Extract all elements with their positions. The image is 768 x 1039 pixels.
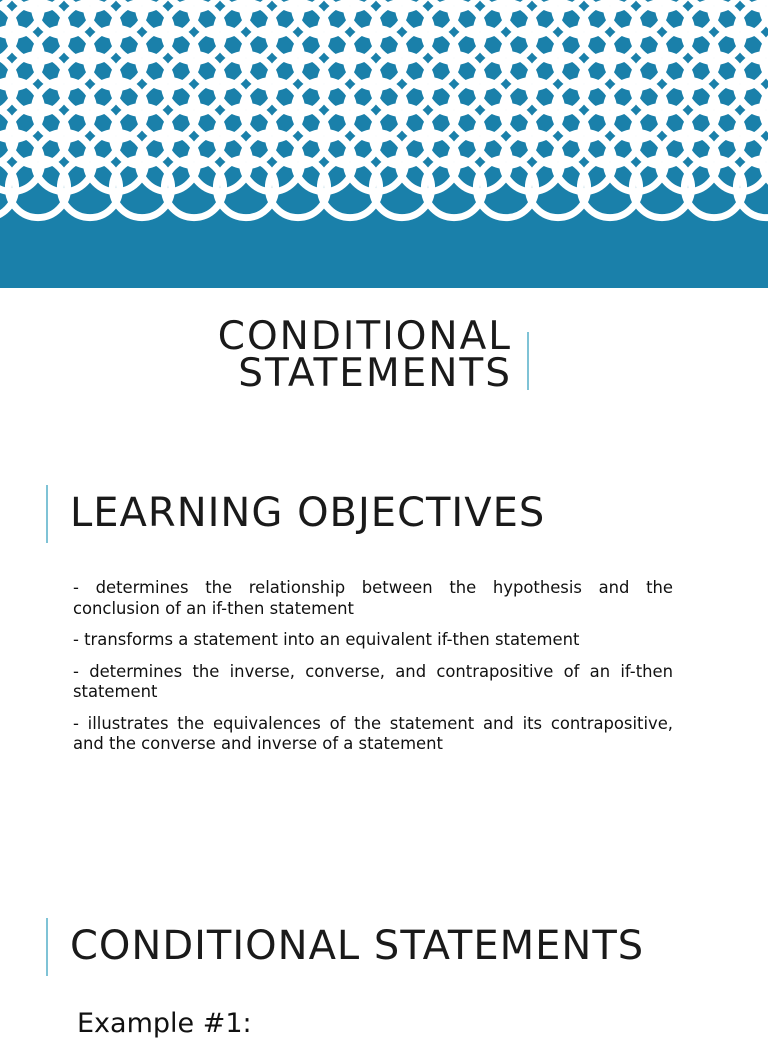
title-accent-bar [527, 332, 529, 390]
conditional-heading: CONDITIONAL STATEMENTS [70, 923, 645, 969]
objectives-accent-bar [46, 485, 48, 543]
conditional-slide [0, 868, 768, 1024]
slide-title [217, 314, 512, 396]
objective-item: - illustrates the equivalences of the statement and its contrapositive, and the converse and inverse of a statement [73, 713, 673, 753]
example-label: Example #1: [77, 1008, 252, 1039]
slide-title-line2: STATEMENTS [238, 351, 512, 396]
objectives-heading: LEARNING OBJECTIVES [70, 490, 546, 536]
objective-item: - determines the inverse, converse, and contrapositive of an if-then statement [73, 661, 673, 701]
slide-title-line1: CONDITIONAL [217, 314, 512, 359]
interlocking-circles-pattern-icon [0, 0, 768, 288]
objective-item: - determines the relationship between the hypothesis and the conclusion of an if-then statement [73, 578, 673, 618]
conditional-accent-bar [46, 918, 48, 976]
title-slide [0, 288, 768, 448]
decorative-banner [0, 0, 768, 288]
objectives-list [73, 578, 673, 766]
objective-item: - transforms a statement into an equivalent if-then statement [73, 630, 580, 649]
